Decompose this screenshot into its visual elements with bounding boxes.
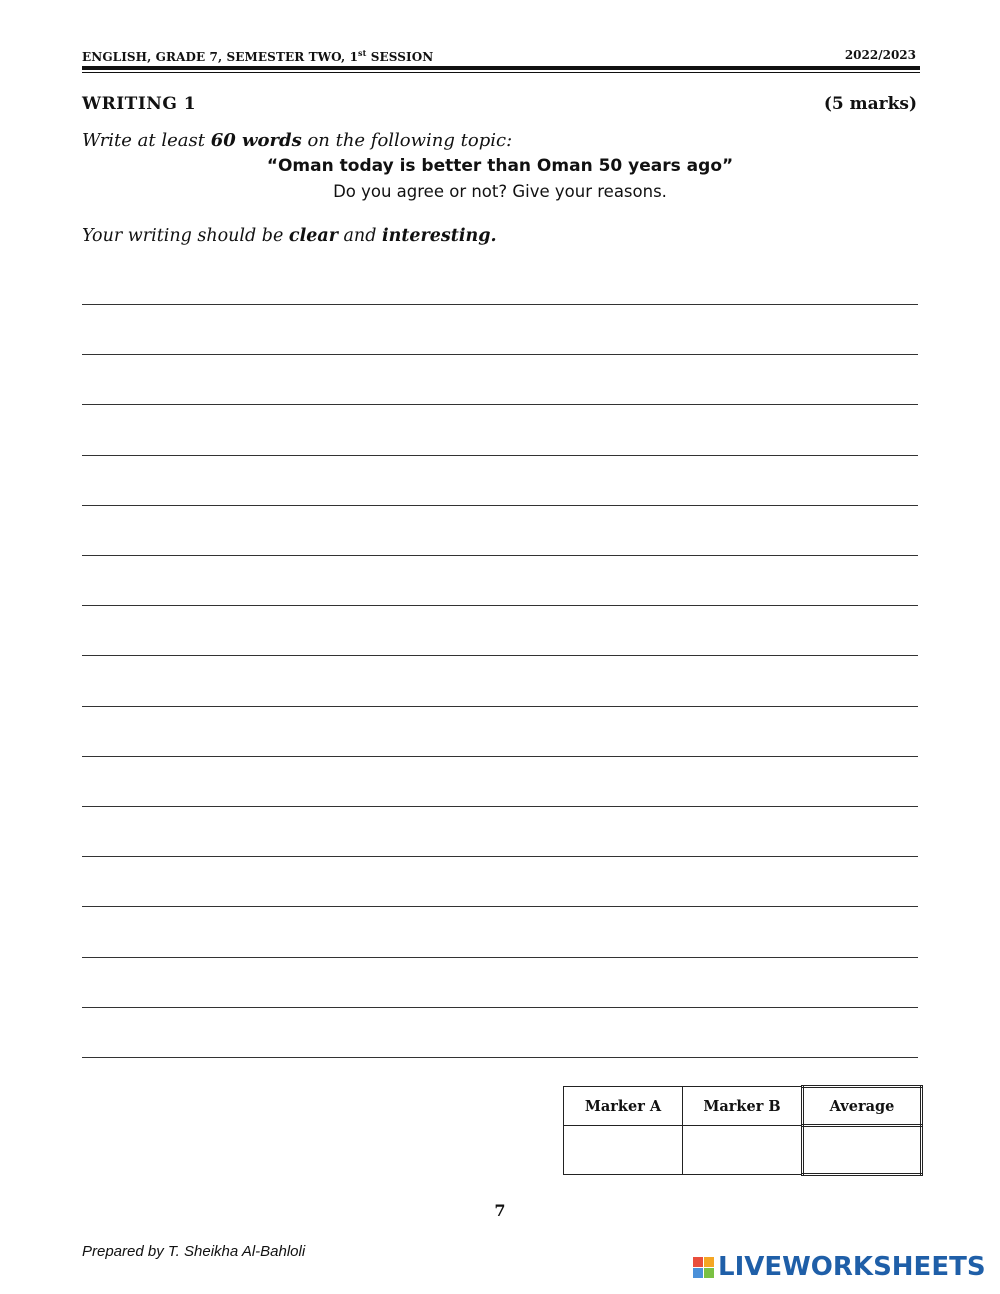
marker-a-score[interactable] <box>564 1126 683 1175</box>
marker-b-header: Marker B <box>683 1087 803 1126</box>
writing-line[interactable] <box>82 756 918 757</box>
header-rule-thick <box>82 66 920 70</box>
marker-a-header: Marker A <box>564 1087 683 1126</box>
marker-table <box>563 1085 923 1176</box>
writing-line[interactable] <box>82 856 918 857</box>
header-year: 2022/2023 <box>844 48 916 62</box>
writing-line[interactable] <box>82 957 918 958</box>
section-marks: (5 marks) <box>823 94 917 114</box>
instruction-quality: Your writing should be clear and interesting. <box>82 226 497 246</box>
logo-square <box>693 1257 703 1267</box>
marker-b-score[interactable] <box>683 1126 803 1175</box>
header-course-title: ENGLISH, GRADE 7, SEMESTER TWO, 1st SESSION <box>82 48 434 64</box>
logo-square <box>704 1268 714 1278</box>
writing-line[interactable] <box>82 304 918 305</box>
writing-question: Do you agree or not? Give your reasons. <box>333 182 667 201</box>
liveworksheets-logo-text: LIVEWORKSHEETS <box>718 1252 986 1282</box>
writing-line[interactable] <box>82 1007 918 1008</box>
instruction-word-count: Write at least 60 words on the following topic: <box>82 130 513 151</box>
writing-line[interactable] <box>82 605 918 606</box>
writing-line[interactable] <box>82 505 918 506</box>
writing-line[interactable] <box>82 706 918 707</box>
writing-line[interactable] <box>82 1057 918 1058</box>
writing-line[interactable] <box>82 354 918 355</box>
header-rule-thin <box>82 72 920 73</box>
average-score[interactable] <box>803 1126 922 1175</box>
logo-square <box>693 1268 703 1278</box>
liveworksheets-logo <box>693 1250 986 1284</box>
section-title: WRITING 1 <box>82 94 197 114</box>
writing-line[interactable] <box>82 555 918 556</box>
writing-line[interactable] <box>82 655 918 656</box>
writing-line[interactable] <box>82 455 918 456</box>
writing-line[interactable] <box>82 404 918 405</box>
writing-line[interactable] <box>82 906 918 907</box>
page-number: 7 <box>494 1201 506 1220</box>
prepared-by: Prepared by T. Sheikha Al-Bahloli <box>82 1243 306 1260</box>
logo-square <box>704 1257 714 1267</box>
average-header: Average <box>803 1087 922 1126</box>
liveworksheets-logo-mark <box>693 1257 714 1278</box>
writing-topic: “Oman today is better than Oman 50 years ago” <box>266 156 734 176</box>
writing-line[interactable] <box>82 806 918 807</box>
